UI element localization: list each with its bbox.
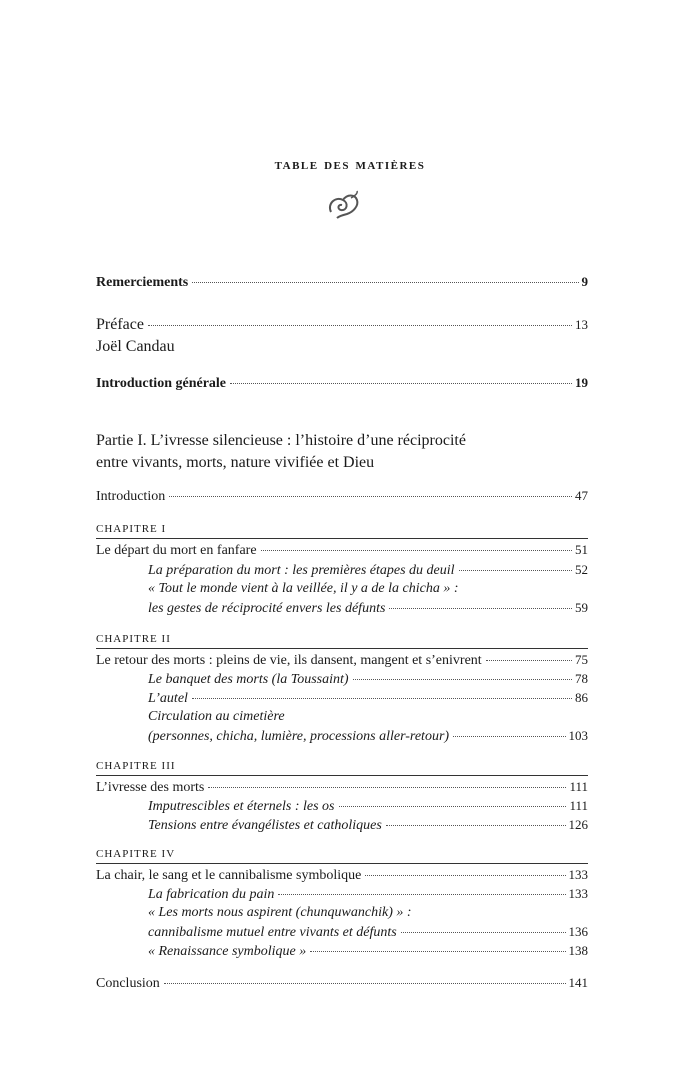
chapter-heading: CHAPITRE IV [96, 848, 176, 860]
entry-label: Tensions entre évangélistes et catholiques [148, 818, 382, 833]
entry-label: Le départ du mort en fanfare [96, 543, 257, 558]
page-number: 86 [575, 690, 588, 705]
section-label-line-1: Circulation au cimetière [148, 709, 285, 724]
toc-entry-chapter[interactable] [96, 778, 588, 797]
dot-leader [365, 875, 565, 876]
dot-leader [169, 496, 572, 497]
page-number: 138 [568, 943, 588, 958]
part-title [96, 430, 596, 474]
toc-entry-section[interactable] [148, 599, 588, 618]
page-number: 13 [575, 317, 588, 332]
entry-label: Préface [96, 316, 144, 333]
entry-label: Introduction générale [96, 376, 227, 391]
toc-entry-section[interactable] [148, 942, 588, 961]
toc-entry-introduction-generale[interactable] [96, 374, 588, 393]
toc-entry-section[interactable] [148, 689, 588, 708]
entry-label: Le retour des morts : pleins de vie, ils dansent, mangent et s’enivrent [96, 653, 482, 668]
fleuron-ornament-icon [325, 190, 361, 220]
dot-leader [310, 951, 565, 952]
toc-entry-section[interactable] [148, 797, 588, 816]
toc-entry-preface[interactable] [96, 316, 588, 334]
divider [96, 775, 588, 776]
preface-author: Joël Candau [96, 338, 175, 355]
dot-leader [164, 983, 566, 984]
entry-label: Introduction [96, 489, 166, 504]
dot-leader [389, 608, 572, 609]
entry-label: cannibalisme mutuel entre vivants et défunts [148, 925, 397, 940]
entry-label: La chair, le sang et le cannibalisme symbolique [96, 868, 362, 883]
divider [96, 538, 588, 539]
dot-leader [486, 660, 572, 661]
dot-leader [401, 932, 566, 933]
page-number: 9 [581, 274, 588, 289]
dot-leader [386, 825, 566, 826]
dot-leader [453, 736, 565, 737]
entry-label: Le banquet des morts (la Toussaint) [148, 672, 349, 687]
dot-leader [278, 894, 565, 895]
toc-entry-chapter[interactable] [96, 651, 588, 670]
toc-entry-section[interactable] [148, 923, 588, 942]
dot-leader [339, 806, 567, 807]
entry-label: L’ivresse des morts [96, 780, 205, 795]
toc-entry-chapter[interactable] [96, 866, 588, 885]
entry-label: La préparation du mort : les premières étapes du deuil [148, 563, 455, 578]
section-label-line-1: « Tout le monde vient à la veillée, il y a de la chicha » : [148, 581, 459, 596]
page-number: 59 [575, 600, 588, 615]
page-number: 75 [575, 652, 588, 667]
page-number: 126 [568, 817, 588, 832]
divider [96, 648, 588, 649]
page-number: 136 [568, 924, 588, 939]
toc-entry-section[interactable] [148, 727, 588, 746]
page-number: 133 [568, 867, 588, 882]
toc-entry-section[interactable] [148, 670, 588, 689]
part-title-line-1: Partie I. L’ivresse silencieuse : l’histoire d’une réciprocité [96, 432, 466, 449]
entry-label: (personnes, chicha, lumière, processions aller-retour) [148, 729, 450, 744]
part-title-line-2: entre vivants, morts, nature vivifiée et Dieu [96, 454, 375, 471]
page-number: 51 [575, 542, 588, 557]
toc-entry-conclusion[interactable] [96, 974, 588, 993]
dot-leader [261, 550, 572, 551]
entry-label: L’autel [148, 691, 188, 706]
page-number: 52 [575, 562, 588, 577]
toc-entry-section[interactable] [148, 561, 588, 580]
chapter-heading: CHAPITRE II [96, 633, 171, 645]
page-number: 111 [569, 779, 588, 794]
entry-label: « Renaissance symbolique » [148, 944, 307, 959]
entry-label: les gestes de réciprocité envers les défunts [148, 601, 386, 616]
page-number: 78 [575, 671, 588, 686]
chapter-heading: CHAPITRE III [96, 760, 176, 772]
page-number: 103 [568, 728, 588, 743]
entry-label: Remerciements [96, 275, 189, 290]
chapter-heading: CHAPITRE I [96, 523, 167, 535]
toc-entry-chapter[interactable] [96, 541, 588, 560]
entry-label: La fabrication du pain [148, 887, 275, 902]
page-number: 47 [575, 488, 588, 503]
section-label-line-1: « Les morts nous aspirent (chunquwanchik) » : [148, 905, 412, 920]
toc-entry-section[interactable] [148, 816, 588, 835]
dot-leader [459, 570, 572, 571]
page-title: table des matières [274, 156, 426, 173]
dot-leader [208, 787, 566, 788]
page-number: 19 [575, 375, 588, 390]
dot-leader [148, 325, 572, 326]
entry-label: Conclusion [96, 976, 160, 991]
dot-leader [353, 679, 572, 680]
page-number: 141 [568, 975, 588, 990]
page-number: 111 [569, 798, 588, 813]
entry-label: Imputrescibles et éternels : les os [148, 799, 335, 814]
toc-entry-introduction[interactable] [96, 487, 588, 506]
page-number: 133 [568, 886, 588, 901]
dot-leader [192, 282, 578, 283]
toc-entry-section[interactable] [148, 885, 588, 904]
divider [96, 863, 588, 864]
dot-leader [192, 698, 572, 699]
dot-leader [230, 383, 572, 384]
toc-entry-remerciements[interactable] [96, 273, 588, 292]
